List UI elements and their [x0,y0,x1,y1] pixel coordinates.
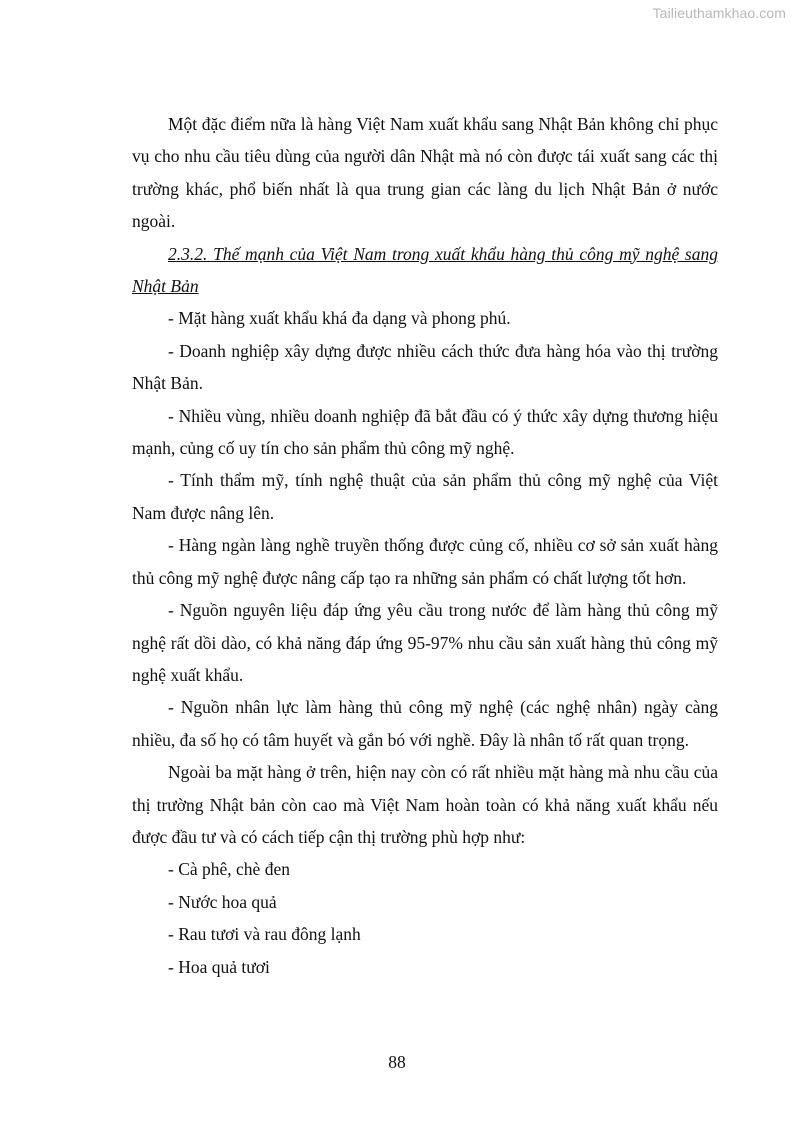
strength-item: - Doanh nghiệp xây dựng được nhiều cách thức đưa hàng hóa vào thị trường Nhật Bản. [132,340,718,394]
strength-item: - Nhiều vùng, nhiều doanh nghiệp đã bắt đầu có ý thức xây dựng thương hiệu mạnh, củng cố uy tín cho sản phẩm thủ công mỹ nghệ. [132,405,718,459]
document-body [132,108,718,983]
strength-item: - Nguồn nguyên liệu đáp ứng yêu cầu trong nước để làm hàng thủ công mỹ nghệ rất dồi dào, có khả năng đáp ứng 95-97% nhu cầu sản xuất hàng thủ công mỹ nghệ xuất khẩu. [132,600,718,685]
list-item: - Nước hoa quả [168,891,277,912]
list-item: - Cà phê, chè đen [168,859,290,880]
paragraph-other-products: Ngoài ba mặt hàng ở trên, hiện nay còn có rất nhiều mặt hàng mà nhu cầu của thị trường Nhật bản còn cao mà Việt Nam hoàn toàn có khả năng xuất khẩu nếu được đầu tư và có cách tiếp cận thị trường phù hợp như: [132,762,718,847]
paragraph-intro: Một đặc điểm nữa là hàng Việt Nam xuất khẩu sang Nhật Bản không chỉ phục vụ cho nhu cầu tiêu dùng của người dân Nhật mà nó còn được tái xuất sang các thị trường khác, phổ biến nhất là qua trung gian các làng du lịch Nhật Bản ở nước ngoài. [132,114,718,232]
strength-item: - Nguồn nhân lực làm hàng thủ công mỹ nghệ (các nghệ nhân) ngày càng nhiều, đa số họ có tâm huyết và gắn bó với nghề. Đây là nhân tố rất quan trọng. [132,697,718,750]
section-heading: 2.3.2. Thế mạnh của Việt Nam trong xuất khẩu hàng thủ công mỹ nghệ sang Nhật Bản [132,243,718,297]
list-item: - Hoa quả tươi [168,956,270,977]
strength-item: - Hàng ngàn làng nghề truyền thống được củng cố, nhiều cơ sở sản xuất hàng thủ công mỹ nghệ được nâng cấp tạo ra những sản phẩm có chất lượng tốt hơn. [132,535,718,588]
strength-item: - Tính thẩm mỹ, tính nghệ thuật của sản phẩm thủ công mỹ nghệ của Việt Nam được nâng lên. [132,470,718,523]
watermark: Tailieuthamkhao.com [652,5,786,21]
strength-item: - Mặt hàng xuất khẩu khá đa dạng và phong phú. [168,308,511,329]
list-item: - Rau tươi và rau đông lạnh [168,924,361,945]
page-number: 88 [388,1052,406,1072]
